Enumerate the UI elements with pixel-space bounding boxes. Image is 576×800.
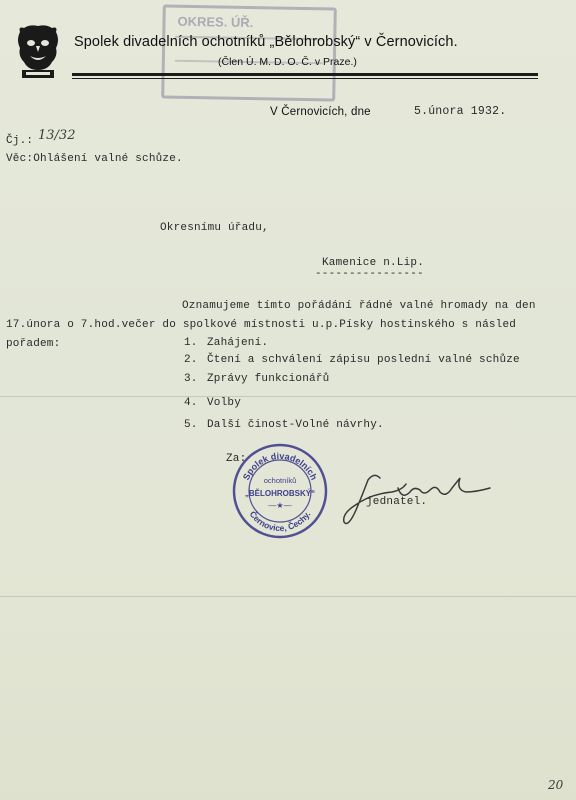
agenda-item-number: 1. — [184, 337, 198, 349]
received-stamp-text: OKRES. ÚŘ. — [177, 13, 254, 31]
stamp-line-1: ochotníků — [263, 476, 297, 485]
addressee-city: Kamenice n.Lip. — [322, 257, 425, 269]
agenda-item-text: Další činost-Volné návrhy. — [207, 419, 384, 431]
agenda-item-text: Čtení a schválení zápisu poslední valné schůze — [207, 354, 520, 366]
stamp-bottom-text: Černovice, Čechy. — [247, 509, 313, 534]
letterhead-rule-thin — [72, 78, 538, 79]
paper-fold-line — [0, 596, 576, 597]
organization-subtitle: (Člen Ú. M. D. O. Č. v Praze.) — [218, 56, 357, 68]
agenda-item-number: 4. — [184, 397, 198, 409]
letterhead-rule-thick — [72, 73, 538, 76]
addressee-underline: ---------------- — [315, 268, 424, 280]
agenda-item-number: 2. — [184, 354, 198, 366]
body-line-3: pořadem: — [6, 338, 61, 350]
svg-text:—★—: —★— — [268, 501, 292, 510]
signatory-role: jednatel. — [366, 496, 428, 508]
theatre-mask-logo — [14, 24, 62, 82]
body-line-2: 17.února o 7.hod.večer do spolkové místnosti u.p.Písky hostinského s násled — [6, 319, 517, 331]
subject-line: Věc:Ohlášení valné schůze. — [6, 153, 183, 165]
addressee-office: Okresnímu úřadu, — [160, 222, 269, 234]
date-place: V Černovicích, dne — [270, 106, 371, 118]
body-line-1: Oznamujeme tímto pořádání řádné valné hromady na den — [182, 300, 536, 312]
agenda-item-text: Volby — [207, 397, 242, 409]
organization-round-stamp — [232, 443, 328, 539]
reference-number: 13/32 — [38, 128, 76, 143]
received-stamp — [161, 4, 337, 101]
page-number: 20 — [548, 778, 564, 792]
reference-label: Čj.: — [6, 135, 34, 147]
agenda-item-text: Zprávy funkcionářů — [207, 373, 330, 385]
date-value: 5.února 1932. — [414, 105, 507, 118]
paper-fold-line — [0, 396, 576, 397]
agenda-item-number: 3. — [184, 373, 198, 385]
agenda-item-text: Zahájení. — [207, 337, 269, 349]
organization-name: Spolek divadelních ochotníků „Bělohrobský“ v Černovicích. — [74, 34, 458, 50]
signature-prefix: Za: — [226, 453, 247, 465]
stamp-line-2: „BĚLOHROBSKÝ“ — [244, 489, 316, 498]
stamp-top-text: Spolek divadelních — [240, 450, 320, 482]
agenda-item-number: 5. — [184, 419, 198, 431]
